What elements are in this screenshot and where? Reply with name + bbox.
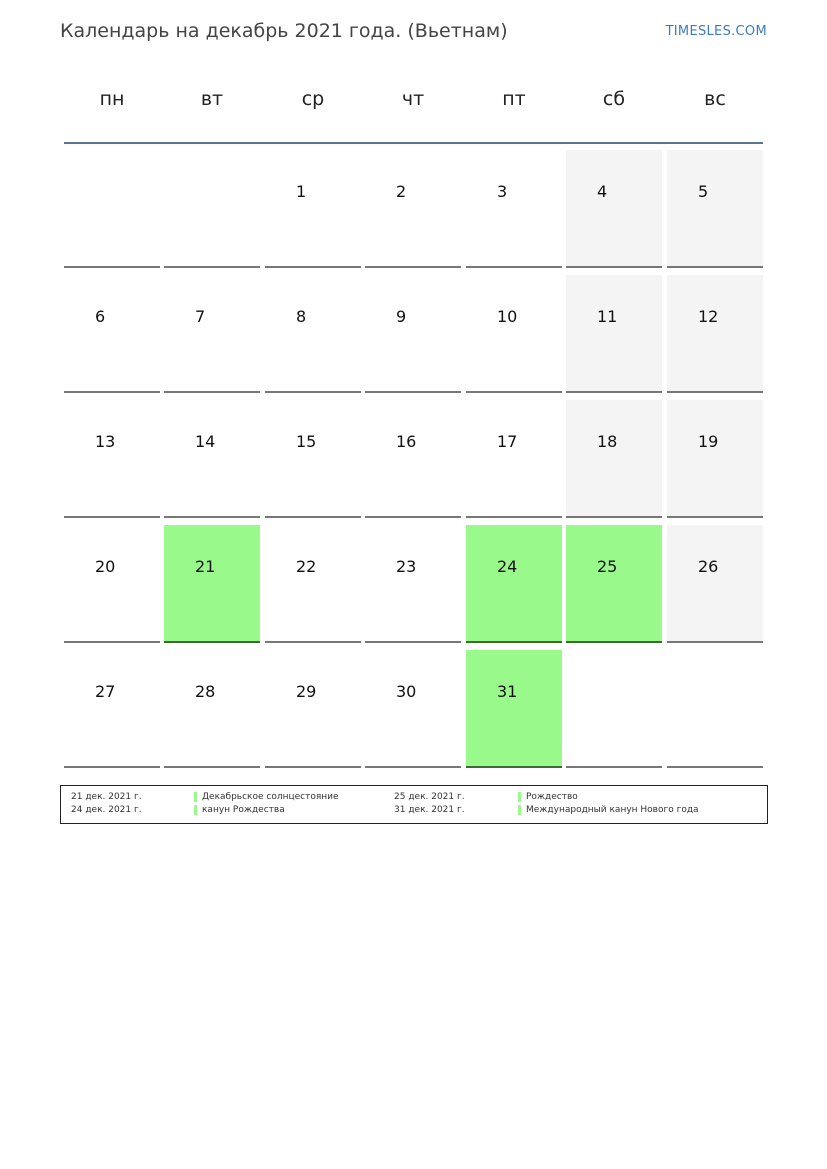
day-cell	[365, 525, 461, 643]
day-cell	[365, 275, 461, 393]
weekday-sun: вс	[704, 88, 726, 110]
day-number: 12	[698, 307, 719, 326]
day-cell	[265, 525, 361, 643]
weekday-fri: пт	[502, 88, 526, 110]
day-number: 30	[396, 682, 417, 701]
weekday-mon: пн	[99, 88, 125, 110]
day-cell	[566, 275, 662, 393]
day-number: 13	[95, 432, 116, 451]
legend-date: 31 дек. 2021 г.	[394, 805, 465, 815]
legend-color-marker	[194, 805, 197, 815]
legend-date: 21 дек. 2021 г.	[71, 792, 142, 802]
day-number: 21	[195, 557, 216, 576]
day-cell	[466, 650, 562, 768]
day-cell	[466, 275, 562, 393]
day-number: 29	[296, 682, 317, 701]
legend-color-marker	[518, 792, 521, 802]
empty-day-cell	[566, 650, 662, 768]
day-number: 3	[497, 182, 508, 201]
empty-day-cell	[164, 150, 260, 268]
day-cell	[667, 275, 763, 393]
day-number: 17	[497, 432, 518, 451]
weekday-wed: ср	[301, 88, 325, 110]
day-cell	[265, 150, 361, 268]
day-cell	[466, 150, 562, 268]
day-cell	[64, 275, 160, 393]
legend-name: Международный канун Нового года	[526, 805, 699, 815]
legend-color-marker	[518, 805, 521, 815]
day-cell	[566, 525, 662, 643]
day-cell	[64, 525, 160, 643]
day-cell	[164, 650, 260, 768]
legend-name: Рождество	[526, 792, 578, 802]
day-number: 24	[497, 557, 518, 576]
empty-day-cell	[64, 150, 160, 268]
legend-name: канун Рождества	[202, 805, 285, 815]
day-cell	[365, 650, 461, 768]
day-cell	[365, 400, 461, 518]
day-cell	[667, 150, 763, 268]
day-number: 14	[195, 432, 216, 451]
day-cell	[265, 275, 361, 393]
day-number: 31	[497, 682, 518, 701]
day-number: 28	[195, 682, 216, 701]
day-number: 15	[296, 432, 317, 451]
day-number: 11	[597, 307, 618, 326]
day-cell	[466, 400, 562, 518]
day-cell	[667, 400, 763, 518]
day-cell	[566, 150, 662, 268]
page-title: Календарь на декабрь 2021 года. (Вьетнам)	[60, 20, 508, 42]
day-number: 8	[296, 307, 307, 326]
day-number: 9	[396, 307, 407, 326]
weekday-sat: сб	[602, 88, 626, 110]
day-number: 10	[497, 307, 518, 326]
legend-date: 25 дек. 2021 г.	[394, 792, 465, 802]
weekday-tue: вт	[200, 88, 224, 110]
day-number: 4	[597, 182, 608, 201]
day-cell	[64, 650, 160, 768]
day-number: 7	[195, 307, 206, 326]
day-number: 26	[698, 557, 719, 576]
day-cell	[466, 525, 562, 643]
day-number: 22	[296, 557, 317, 576]
day-cell	[164, 400, 260, 518]
empty-day-cell	[667, 650, 763, 768]
day-number: 23	[396, 557, 417, 576]
day-number: 20	[95, 557, 116, 576]
day-cell	[265, 400, 361, 518]
day-number: 1	[296, 182, 307, 201]
header-divider	[64, 142, 763, 144]
legend-color-marker	[194, 792, 197, 802]
day-cell	[164, 275, 260, 393]
weekday-header	[64, 88, 763, 118]
day-number: 25	[597, 557, 618, 576]
day-number: 6	[95, 307, 106, 326]
day-cell	[365, 150, 461, 268]
day-number: 5	[698, 182, 709, 201]
day-cell	[64, 400, 160, 518]
day-cell	[265, 650, 361, 768]
day-number: 2	[396, 182, 407, 201]
day-cell	[566, 400, 662, 518]
holiday-legend	[60, 785, 768, 824]
legend-date: 24 дек. 2021 г.	[71, 805, 142, 815]
day-number: 16	[396, 432, 417, 451]
day-cell	[164, 525, 260, 643]
day-number: 27	[95, 682, 116, 701]
day-number: 19	[698, 432, 719, 451]
day-cell	[667, 525, 763, 643]
weekday-thu: чт	[401, 88, 425, 110]
day-number: 18	[597, 432, 618, 451]
legend-name: Декабрьское солнцестояние	[202, 792, 339, 802]
brand-link[interactable]: TIMESLES.COM	[665, 24, 767, 39]
